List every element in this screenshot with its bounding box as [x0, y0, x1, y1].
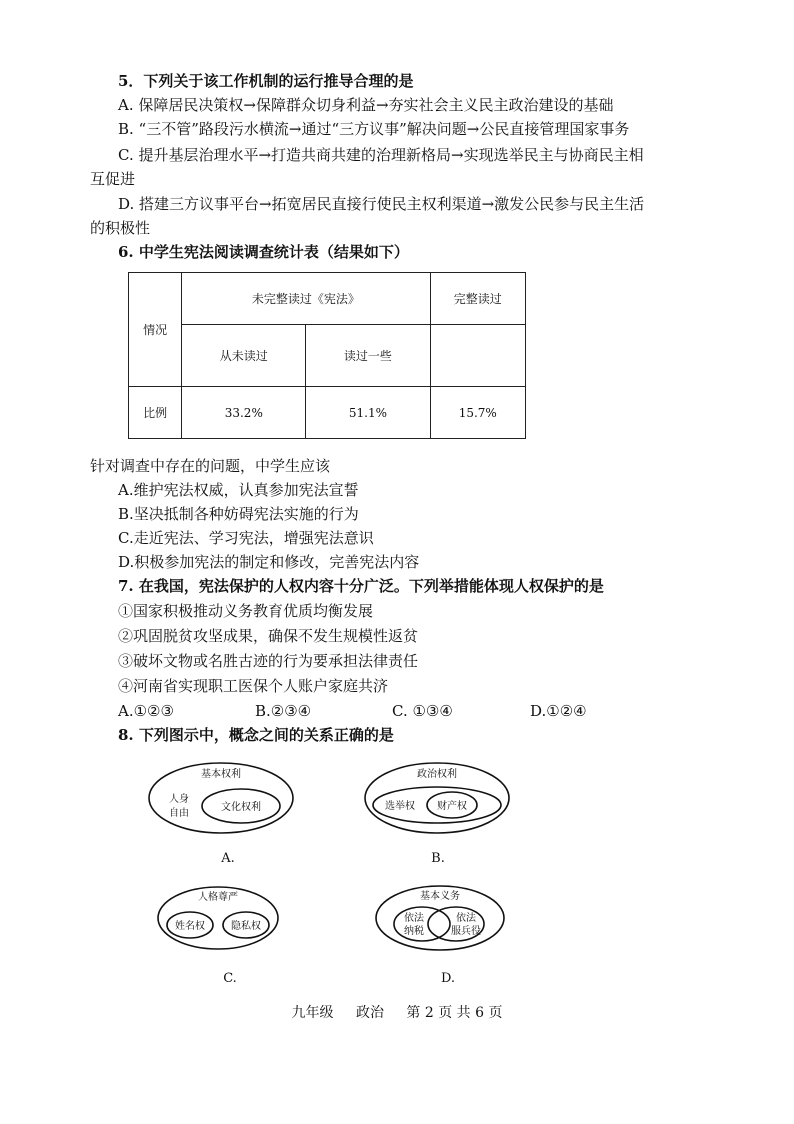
diagram-b — [362, 760, 512, 870]
diagram-a-inner-label: 文化权利 — [221, 802, 261, 813]
page-footer — [0, 1002, 794, 1022]
table-header-not-complete: 未完整读过《宪法》 — [182, 273, 430, 325]
q7-item-1: ①国家积极推动义务教育优质均衡发展 — [118, 602, 374, 620]
table-cell-never: 33.2% — [182, 387, 306, 439]
diagram-d — [374, 884, 514, 994]
q6-lead: 针对调查中存在的问题，中学生应该 — [90, 457, 331, 475]
diagram-b-caption: B. — [431, 851, 445, 866]
q5-stem: 5．下列关于该工作机制的运行推导合理的是 — [118, 72, 414, 90]
footer-grade: 九年级 — [291, 1005, 334, 1021]
table-header-situation: 情况 — [129, 273, 182, 387]
q7-item-2: ②巩固脱贫攻坚成果，确保不发生规模性返贫 — [118, 627, 419, 645]
q6-option-b: B.坚决抵制各种妨碍宪法实施的行为 — [118, 505, 359, 523]
survey-table — [128, 272, 526, 439]
diagram-d-right-label-2: 服兵役 — [451, 926, 481, 937]
diagram-d-right-label-1: 依法 — [456, 913, 476, 924]
diagram-c-outer-label: 人格尊严 — [198, 892, 238, 903]
diagram-c-caption: C. — [223, 971, 237, 986]
diagram-b-outer-label: 政治权利 — [417, 769, 457, 780]
diagram-b-left-label: 选举权 — [385, 801, 415, 812]
diagram-c-left-label: 姓名权 — [175, 921, 205, 932]
diagram-d-caption: D. — [440, 971, 456, 986]
q5-option-c-cont: 互促进 — [90, 170, 136, 188]
q5-option-d-cont: 的积极性 — [90, 219, 151, 237]
q5-option-b: B. “三不管”路段污水横流→通过“三方议事”解决问题→公民直接管理国家事务 — [118, 120, 630, 138]
q7-item-3: ③破坏文物或名胜古迹的行为要承担法律责任 — [118, 652, 419, 670]
q7-item-4: ④河南省实现职工医保个人账户家庭共济 — [118, 677, 389, 695]
q5-option-a: A. 保障居民决策权→保障群众切身利益→夯实社会主义民主政治建设的基础 — [118, 96, 614, 114]
table-header-some: 读过一些 — [306, 325, 430, 387]
diagram-d-left-label-2: 纳税 — [404, 926, 424, 937]
table-cell-some: 51.1% — [306, 387, 430, 439]
diagram-c — [158, 884, 288, 994]
table-header-never: 从未读过 — [182, 325, 306, 387]
diagram-d-outer-label: 基本义务 — [420, 891, 460, 902]
q7-option-c: C. ①③④ — [392, 702, 453, 720]
q6-option-a: A.维护宪法权威，认真参加宪法宣誓 — [118, 481, 359, 499]
diagram-a-caption: A. — [221, 851, 235, 866]
q7-option-a: A.①②③ — [118, 702, 174, 720]
diagram-a-left-label-1: 人身 — [169, 794, 189, 805]
table-cell-complete: 15.7% — [430, 387, 526, 439]
table-header-ratio: 比例 — [129, 387, 182, 439]
q7-option-d: D.①②④ — [530, 702, 587, 720]
q5-option-d: D. 搭建三方议事平台→拓宽居民直接行使民主权利渠道→激发公民参与民主生活 — [118, 195, 645, 213]
q6-stem: 6. 中学生宪法阅读调查统计表（结果如下） — [118, 243, 409, 261]
q6-option-c: C.走近宪法、学习宪法，增强宪法意识 — [118, 529, 374, 547]
table-header-complete: 完整读过 — [430, 273, 526, 325]
q6-option-d: D.积极参加宪法的制定和修改，完善宪法内容 — [118, 553, 420, 571]
diagram-a-left-label-2: 自由 — [169, 808, 189, 819]
table-header-empty — [430, 325, 526, 387]
diagram-a — [146, 760, 296, 870]
q7-stem: 7. 在我国，宪法保护的人权内容十分广泛。下列举措能体现人权保护的是 — [118, 577, 604, 595]
diagram-a-outer-label: 基本权利 — [201, 769, 241, 780]
q7-option-b: B.②③④ — [255, 702, 312, 720]
footer-page-number: 第 2 页 共 6 页 — [406, 1005, 503, 1021]
footer-subject: 政治 — [355, 1005, 384, 1021]
diagram-c-right-label: 隐私权 — [231, 921, 261, 932]
q5-option-c: C. 提升基层治理水平→打造共商共建的治理新格局→实现选举民主与协商民主相 — [118, 146, 644, 164]
diagram-d-left-label-1: 依法 — [404, 913, 424, 924]
diagram-b-inner-label: 财产权 — [437, 801, 467, 812]
q8-stem: 8. 下列图示中，概念之间的关系正确的是 — [118, 726, 394, 744]
